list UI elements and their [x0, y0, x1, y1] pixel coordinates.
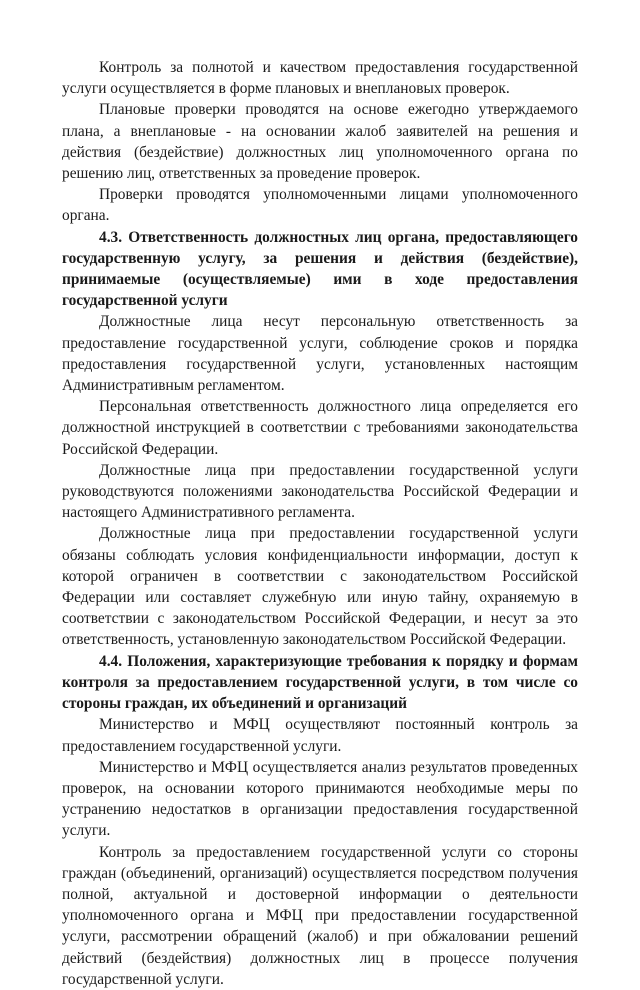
paragraph-ongoing-control: Министерство и МФЦ осуществляют постоянный контроль за предоставлением государственной услуги.: [62, 716, 578, 755]
section-heading-4-4: 4.4. Положения, характеризующие требования к порядку и формам контроля за предоставлением государственной услуги, в том числе со стороны граждан, их объединений и организаций: [62, 652, 578, 713]
paragraph-citizen-control: Контроль за предоставлением государственной услуги со стороны граждан (объединений, организаций) осуществляется посредством получения полной, актуальной и достоверной информации о деятельности уполномоченного органа и МФЦ при предоставлении государственной услуги, рассмотрении обращений (жалоб) и при обжаловании решений действий (бездействия) должностных лиц в процессе получения государственной услуги.: [62, 843, 578, 988]
paragraph-job-instruction: Персональная ответственность должностного лица определяется его должностной инструкцией в соответствии с требованиями законодательства Российской Федерации.: [62, 398, 578, 458]
paragraph-personal-responsibility: Должностные лица несут персональную ответственность за предоставление государственной услуги, соблюдение сроков и порядка предоставления государственной услуги, установленных настоящим Административным регламентом.: [62, 313, 578, 395]
paragraph-planned-inspections: Плановые проверки проводятся на основе ежегодно утверждаемого плана, а внеплановые - на основании жалоб заявителей на решения и действия (бездействие) должностных лиц уполномоченного органа по решению лиц, ответственных за проведение проверок.: [62, 101, 578, 183]
paragraph-control-forms: Контроль за полнотой и качеством предоставления государственной услуги осуществляется в форме плановых и внеплановых проверок.: [62, 59, 578, 98]
paragraph-inspectors: Проверки проводятся уполномоченными лицами уполномоченного органа.: [62, 186, 578, 225]
paragraph-confidentiality: Должностные лица при предоставлении государственной услуги обязаны соблюдать условия конфиденциальности информации, доступ к которой ограничен в соответствии с законодательством Российской Федерации или составляет служебную или иную тайну, охраняемую в соответствии с законодательством Российской Федерации, и несут за это ответственность, установленную законодательством Российской Федерации.: [62, 525, 578, 649]
paragraph-guided-by-law: Должностные лица при предоставлении государственной услуги руководствуются положениями законодательства Российской Федерации и настоящего Административного регламента.: [62, 461, 578, 522]
section-heading-4-3: 4.3. Ответственность должностных лиц органа, предоставляющего государственную услугу, за решения и действия (бездействие), принимаемые (осуществляемые) ими в ходе предоставления государственной услуги: [62, 228, 578, 310]
paragraph-analysis-results: Министерство и МФЦ осуществляется анализ результатов проведенных проверок, на основании которого принимаются необходимые меры по устранению недостатков в организации предоставления государственной услуги.: [62, 758, 578, 840]
